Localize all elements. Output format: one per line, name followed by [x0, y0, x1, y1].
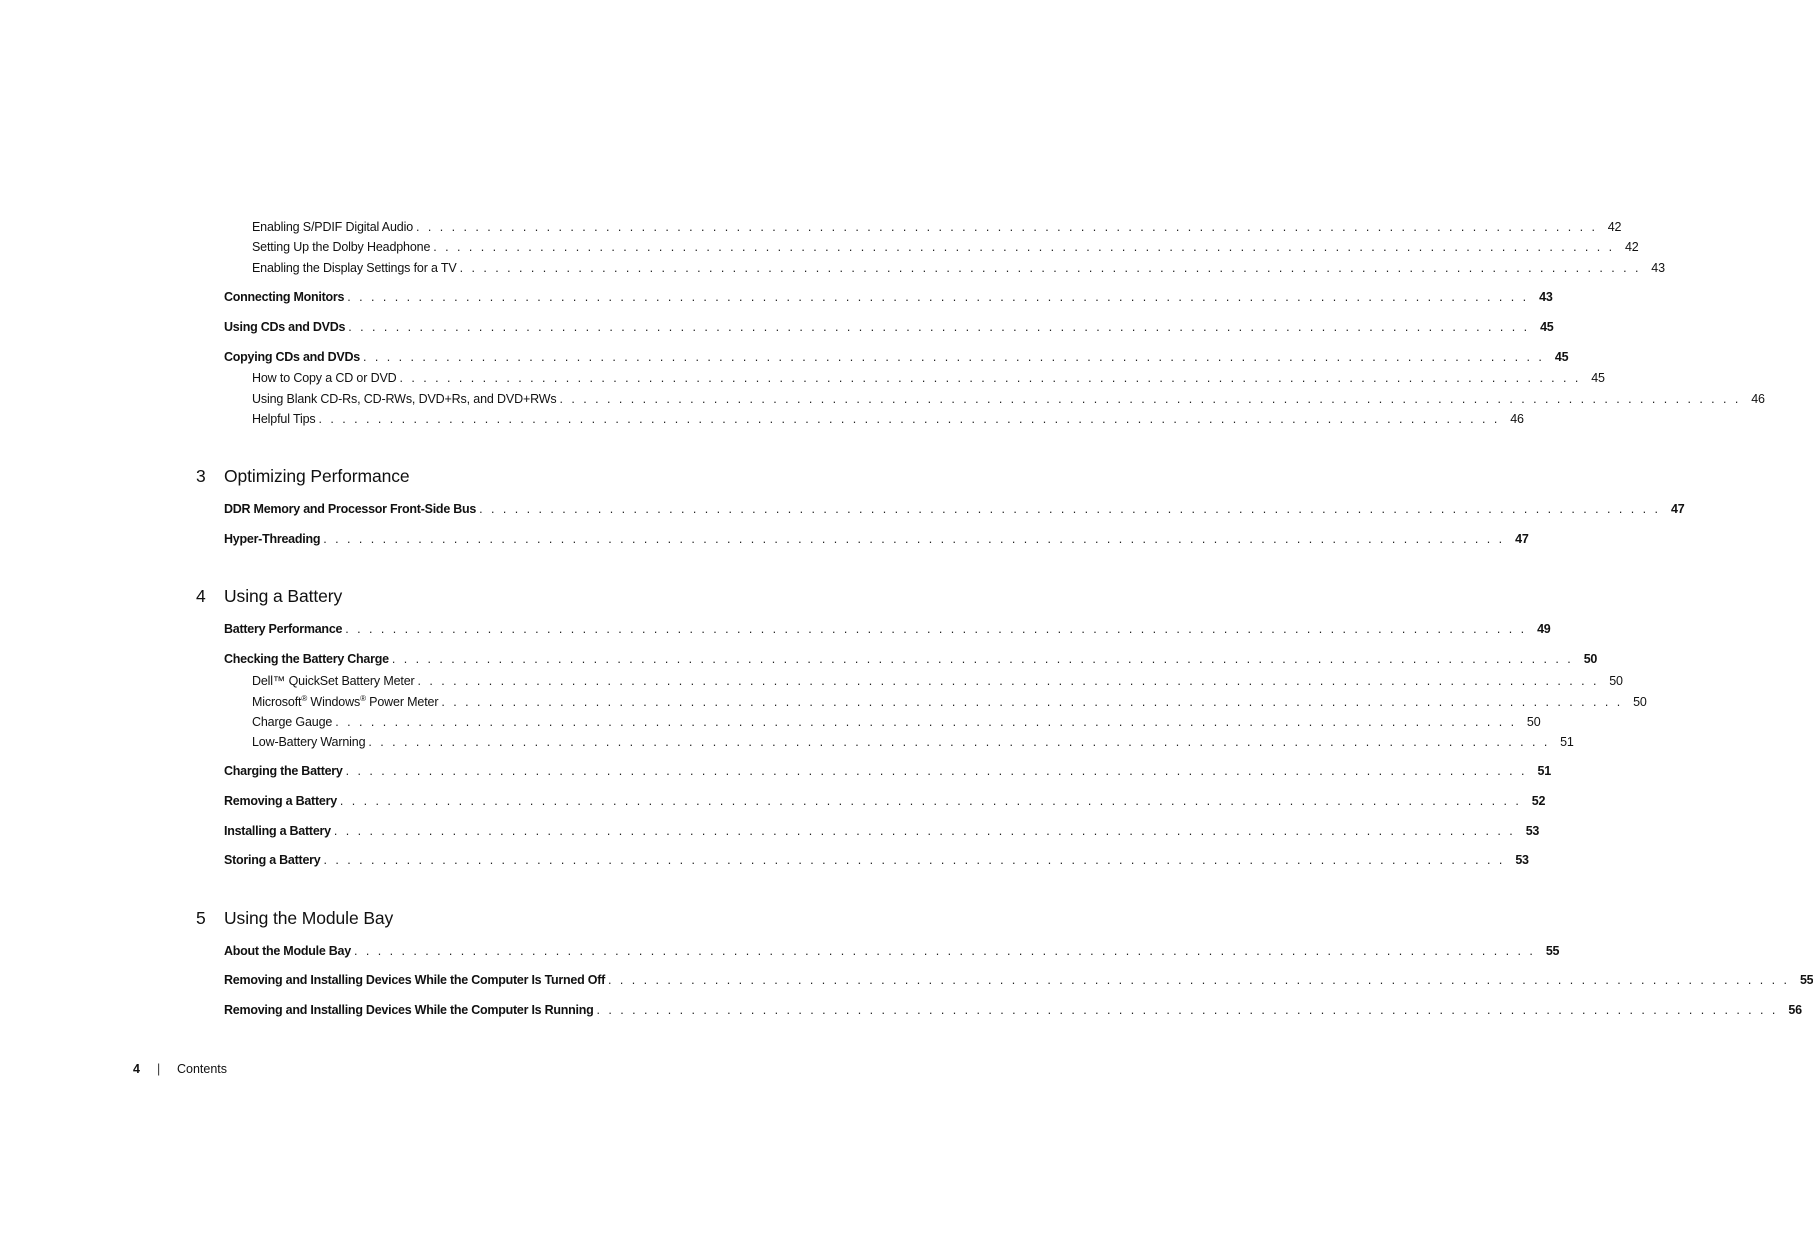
chapter-number: 3 — [196, 466, 206, 486]
toc-section-entry[interactable] — [224, 853, 1529, 871]
toc-page-number: 53 — [1525, 824, 1540, 838]
dot-leader: .................................................................................................... — [368, 735, 1556, 749]
toc-section-entry[interactable] — [224, 824, 1540, 842]
toc-section-entry[interactable] — [224, 532, 1529, 550]
dot-leader: .................................................................................................... — [345, 764, 1533, 778]
toc-entry-title: How to Copy a CD or DVD — [252, 371, 397, 385]
toc-page-number: 51 — [1560, 735, 1574, 749]
toc-page-number: 55 — [1799, 973, 1813, 987]
toc-section-entry[interactable] — [224, 622, 1551, 640]
toc-entry-title: Helpful Tips — [252, 412, 316, 426]
toc-entry-title: Battery Performance — [224, 622, 343, 636]
toc-entry-title: Installing a Battery — [224, 824, 331, 838]
toc-subentry[interactable] — [252, 735, 1574, 753]
toc-entry-title: Removing and Installing Devices While the Computer Is Turned Off — [224, 973, 606, 987]
toc-entry-title: About the Module Bay — [224, 944, 351, 958]
toc-page-number: 55 — [1545, 944, 1560, 958]
toc-entry-title: Removing and Installing Devices While the Computer Is Running — [224, 1003, 594, 1017]
toc-page-number: 49 — [1537, 622, 1551, 636]
dot-leader: .................................................................................................... — [339, 794, 1528, 808]
toc-subentry[interactable] — [252, 674, 1623, 692]
toc-section-entry[interactable] — [224, 973, 1813, 991]
chapter-heading[interactable] — [196, 586, 342, 607]
toc-page-number: 45 — [1554, 350, 1569, 364]
chapter-number: 4 — [196, 586, 206, 606]
toc-subentry[interactable] — [252, 371, 1605, 389]
dot-leader: .................................................................................................... — [608, 973, 1796, 987]
dot-leader: .................................................................................................... — [323, 853, 1511, 867]
toc-page-number: 42 — [1607, 220, 1622, 234]
dot-leader: .................................................................................................... — [347, 290, 1535, 304]
dot-leader: .................................................................................................... — [353, 944, 1542, 958]
toc-page-number: 56 — [1788, 1003, 1802, 1017]
footer-separator: | — [157, 1062, 161, 1076]
toc-entry-title: Enabling the Display Settings for a TV — [252, 261, 457, 275]
dot-leader: .................................................................................................... — [441, 695, 1629, 710]
toc-subentry[interactable] — [252, 715, 1541, 733]
dot-leader: .................................................................................................... — [433, 240, 1621, 254]
toc-section-entry[interactable] — [224, 350, 1569, 368]
registered-mark: ® — [301, 694, 308, 703]
dot-leader: .................................................................................................... — [596, 1003, 1784, 1017]
footer-section-name: Contents — [177, 1062, 228, 1076]
toc-entry-title-part: Microsoft — [252, 695, 302, 710]
toc-entry-title: Charge Gauge — [252, 715, 333, 729]
toc-page-number: 46 — [1510, 412, 1524, 426]
toc-page-number: 46 — [1751, 392, 1765, 406]
dot-leader: .................................................................................................... — [333, 824, 1522, 838]
toc-entry-title-part: Power Meter — [365, 695, 439, 710]
toc-section-entry[interactable] — [224, 320, 1554, 338]
toc-subentry[interactable] — [252, 220, 1622, 238]
dot-leader: .................................................................................................... — [391, 652, 1580, 666]
registered-mark: ® — [360, 694, 366, 703]
dot-leader: .................................................................................................... — [345, 622, 1533, 636]
toc-page-number: 43 — [1651, 261, 1665, 275]
chapter-title: Using a Battery — [224, 586, 343, 606]
toc-entry-title — [252, 694, 438, 709]
dot-leader: .................................................................................................... — [363, 350, 1551, 364]
toc-page-number: 43 — [1539, 290, 1553, 304]
dot-leader: .................................................................................................... — [417, 674, 1605, 688]
dot-leader: .................................................................................................... — [559, 392, 1747, 406]
toc-page-number: 51 — [1537, 764, 1551, 778]
dot-leader: .................................................................................................... — [323, 532, 1511, 546]
toc-page-number: 53 — [1515, 853, 1529, 867]
toc-page-number: 52 — [1531, 794, 1546, 808]
toc-entry-title: Hyper-Threading — [224, 532, 321, 546]
toc-entry-title: Dell™ QuickSet Battery Meter — [252, 674, 415, 688]
toc-page-number: 42 — [1624, 240, 1639, 254]
toc-entry-title: Low-Battery Warning — [252, 735, 366, 749]
toc-page-number: 50 — [1526, 715, 1541, 729]
toc-section-entry[interactable] — [224, 290, 1553, 308]
dot-leader: .................................................................................................... — [459, 261, 1647, 275]
toc-entry-title: Using CDs and DVDs — [224, 320, 346, 334]
chapter-title: Using the Module Bay — [224, 908, 394, 928]
toc-entry-title: Checking the Battery Charge — [224, 652, 389, 666]
toc-section-entry[interactable] — [224, 794, 1546, 812]
chapter-heading[interactable] — [196, 908, 393, 929]
toc-subentry[interactable] — [252, 694, 1647, 712]
toc-entry-title: Setting Up the Dolby Headphone — [252, 240, 431, 254]
toc-entry-title: Storing a Battery — [224, 853, 321, 867]
chapter-title: Optimizing Performance — [224, 466, 410, 486]
footer-page-number: 4 — [133, 1062, 140, 1076]
toc-subentry[interactable] — [252, 412, 1524, 430]
dot-leader: .................................................................................................... — [416, 220, 1604, 234]
chapter-heading[interactable] — [196, 466, 410, 487]
toc-section-entry[interactable] — [224, 502, 1685, 520]
toc-section-entry[interactable] — [224, 764, 1551, 782]
toc-section-entry[interactable] — [224, 652, 1598, 670]
toc-entry-title: Removing a Battery — [224, 794, 337, 808]
dot-leader: .................................................................................................... — [335, 715, 1523, 729]
toc-entry-title: Charging the Battery — [224, 764, 343, 778]
toc-entry-title: Using Blank CD-Rs, CD-RWs, DVD+Rs, and DVD+RWs — [252, 392, 557, 406]
dot-leader: .................................................................................................... — [318, 412, 1506, 426]
toc-section-entry[interactable] — [224, 1003, 1802, 1021]
toc-page-number: 50 — [1609, 674, 1623, 688]
toc-page-number: 45 — [1591, 371, 1605, 385]
dot-leader: .................................................................................................... — [348, 320, 1536, 334]
chapter-number: 5 — [196, 908, 206, 928]
toc-page-number: 50 — [1633, 695, 1647, 710]
toc-subentry[interactable] — [252, 240, 1639, 258]
toc-entry-title: Copying CDs and DVDs — [224, 350, 360, 364]
toc-page-number: 47 — [1515, 532, 1529, 546]
toc-entry-title-part: Windows — [307, 695, 361, 710]
toc-entry-title: Connecting Monitors — [224, 290, 345, 304]
toc-entry-title: DDR Memory and Processor Front-Side Bus — [224, 502, 477, 516]
toc-page-number: 50 — [1583, 652, 1598, 666]
page-footer — [133, 1062, 227, 1076]
toc-page-number: 45 — [1540, 320, 1554, 334]
toc-subentry[interactable] — [252, 392, 1765, 410]
toc-section-entry[interactable] — [224, 944, 1560, 962]
toc-page-number: 47 — [1671, 502, 1685, 516]
toc-subentry[interactable] — [252, 261, 1665, 279]
dot-leader: .................................................................................................... — [399, 371, 1587, 385]
dot-leader: .................................................................................................... — [479, 502, 1667, 516]
toc-entry-title: Enabling S/PDIF Digital Audio — [252, 220, 414, 234]
